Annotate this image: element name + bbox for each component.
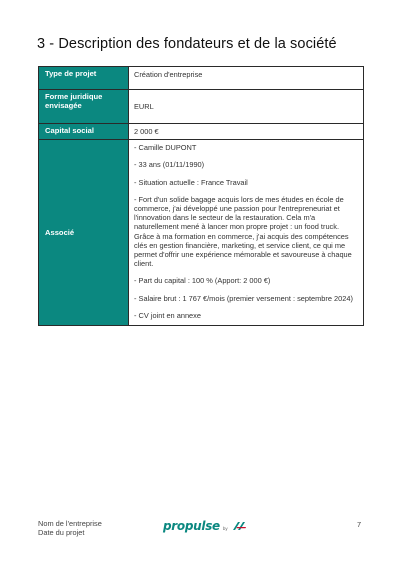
company-founders-table xyxy=(38,66,364,326)
associe-situation: - Situation actuelle : France Travail xyxy=(134,177,248,187)
logo-by: by xyxy=(222,525,228,531)
table-row-associe xyxy=(39,140,364,326)
associe-label: Associé xyxy=(39,140,129,326)
capital-value: 2 000 € xyxy=(129,124,364,140)
table-row-forme xyxy=(39,90,364,124)
footer-info xyxy=(38,519,102,537)
credit-agricole-icon xyxy=(231,520,247,532)
associe-details xyxy=(129,140,364,326)
associe-cv: - CV joint en annexe xyxy=(134,310,201,320)
section-title: 3 - Description des fondateurs et de la société xyxy=(37,36,337,52)
page-number: 7 xyxy=(357,520,362,529)
associe-salaire: - Salaire brut : 1 767 €/mois (premier versement : septembre 2024) xyxy=(134,293,353,303)
table-row-type xyxy=(39,67,364,90)
footer-company-name: Nom de l'entreprise xyxy=(38,519,102,528)
associe-story: - Fort d'un solide bagage acquis lors de mes études en école de commerce, j'ai développé une passion pour l'entrepreneuriat et l'innovation dans le secteur de la restauration. Cela m'a naturellement mené à lancer mon propre projet : un food truck. Grâce à ma formation en commerce, j'ai acquis des compétences clés en gestion financière, marketing, et service client, ce qui me permet d'offrir une expérience mémorable et savoureuse à chaque client. xyxy=(134,194,352,269)
forme-value: EURL xyxy=(129,90,364,124)
forme-label: Forme juridique envisagée xyxy=(39,90,129,124)
logo-wordmark: propulse xyxy=(163,519,220,533)
associe-age: - 33 ans (01/11/1990) xyxy=(134,160,205,170)
type-value: Création d'entreprise xyxy=(129,67,364,90)
associe-part: - Part du capital : 100 % (Apport: 2 000 €) xyxy=(134,276,271,286)
type-label: Type de projet xyxy=(39,67,129,90)
table-row-capital xyxy=(39,124,364,140)
associe-name: - Camille DUPONT xyxy=(134,143,197,153)
propulse-logo xyxy=(163,519,247,533)
footer-project-date: Date du projet xyxy=(38,528,85,537)
capital-label: Capital social xyxy=(39,124,129,140)
